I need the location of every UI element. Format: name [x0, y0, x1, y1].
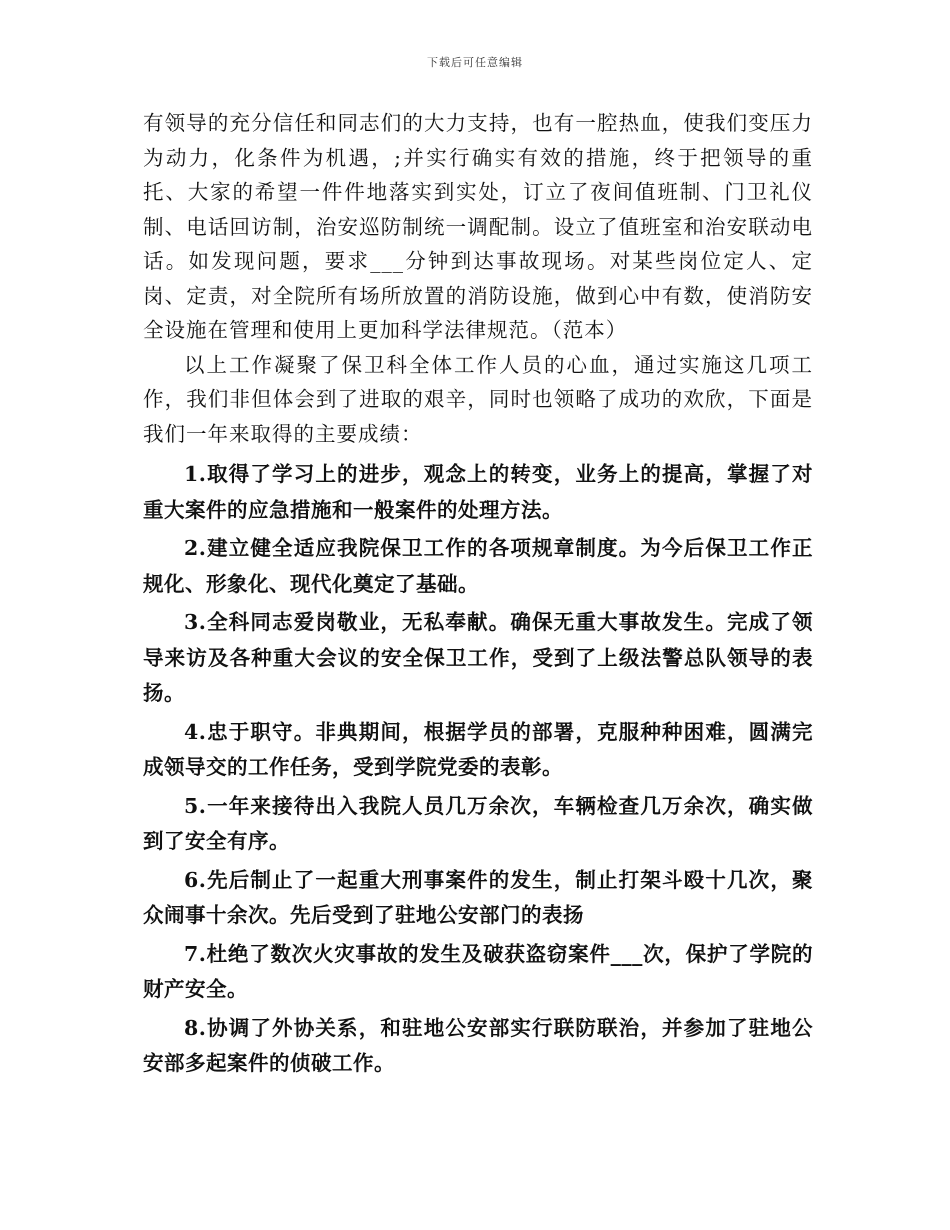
achievement-item: 5.一年来接待出入我院人员几万余次，车辆检查几万余次，确实做到了安全有序。	[143, 793, 813, 853]
achievement-item: 3.全科同志爱岗敬业，无私奉献。确保无重大事故发生。完成了领导来访及各种重大会议的安全保卫工作，受到了上级法警总队领导的表扬。	[143, 610, 813, 705]
achievement-item: 1.取得了学习上的进步，观念上的转变，业务上的提高，掌握了对重大案件的应急措施和一般案件的处理方法。	[143, 462, 813, 522]
achievement-item: 4.忠于职守。非典期间，根据学员的部署，克服种种困难，圆满完成领导交的工作任务，受到学院党委的表彰。	[143, 719, 813, 779]
achievement-item: 7.杜绝了数次火灾事故的发生及破获盗窃案件___次，保护了学院的财产安全。	[143, 941, 813, 1001]
achievement-item: 6.先后制止了一起重大刑事案件的发生，制止打架斗殴十几次，聚众闹事十余次。先后受到了驻地公安部门的表扬	[143, 867, 813, 927]
achievement-item: 8.协调了外协关系，和驻地公安部实行联防联治，并参加了驻地公安部多起案件的侦破工作。	[143, 1015, 813, 1075]
achievement-list	[143, 457, 813, 1082]
page-header: 下载后可任意编辑	[427, 56, 523, 69]
body-paragraph: 有领导的充分信任和同志们的大力支持，也有一腔热血，使我们变压力为动力，化条件为机遇，;并实行确实有效的措施，终于把领导的重托、大家的希望一件件地落实到实处，订立了夜间值班制、门卫礼仪制、电话回访制，治安巡防制统一调配制。设立了值班室和治安联动电话。如发现问题，要求___分钟到达事故现场。对某些岗位定人、定岗、定责，对全院所有场所放置的消防设施，做到心中有数，使消防安全设施在管理和使用上更加科学法律规范。（范本）	[143, 111, 813, 342]
achievement-item: 2.建立健全适应我院保卫工作的各项规章制度。为今后保卫工作正规化、形象化、现代化奠定了基础。	[143, 536, 813, 596]
body-paragraph: 以上工作凝聚了保卫科全体工作人员的心血，通过实施这几项工作，我们非但体会到了进取的艰辛，同时也领略了成功的欢欣，下面是我们一年来取得的主要成绩：	[143, 352, 813, 446]
document-body	[143, 106, 813, 1085]
